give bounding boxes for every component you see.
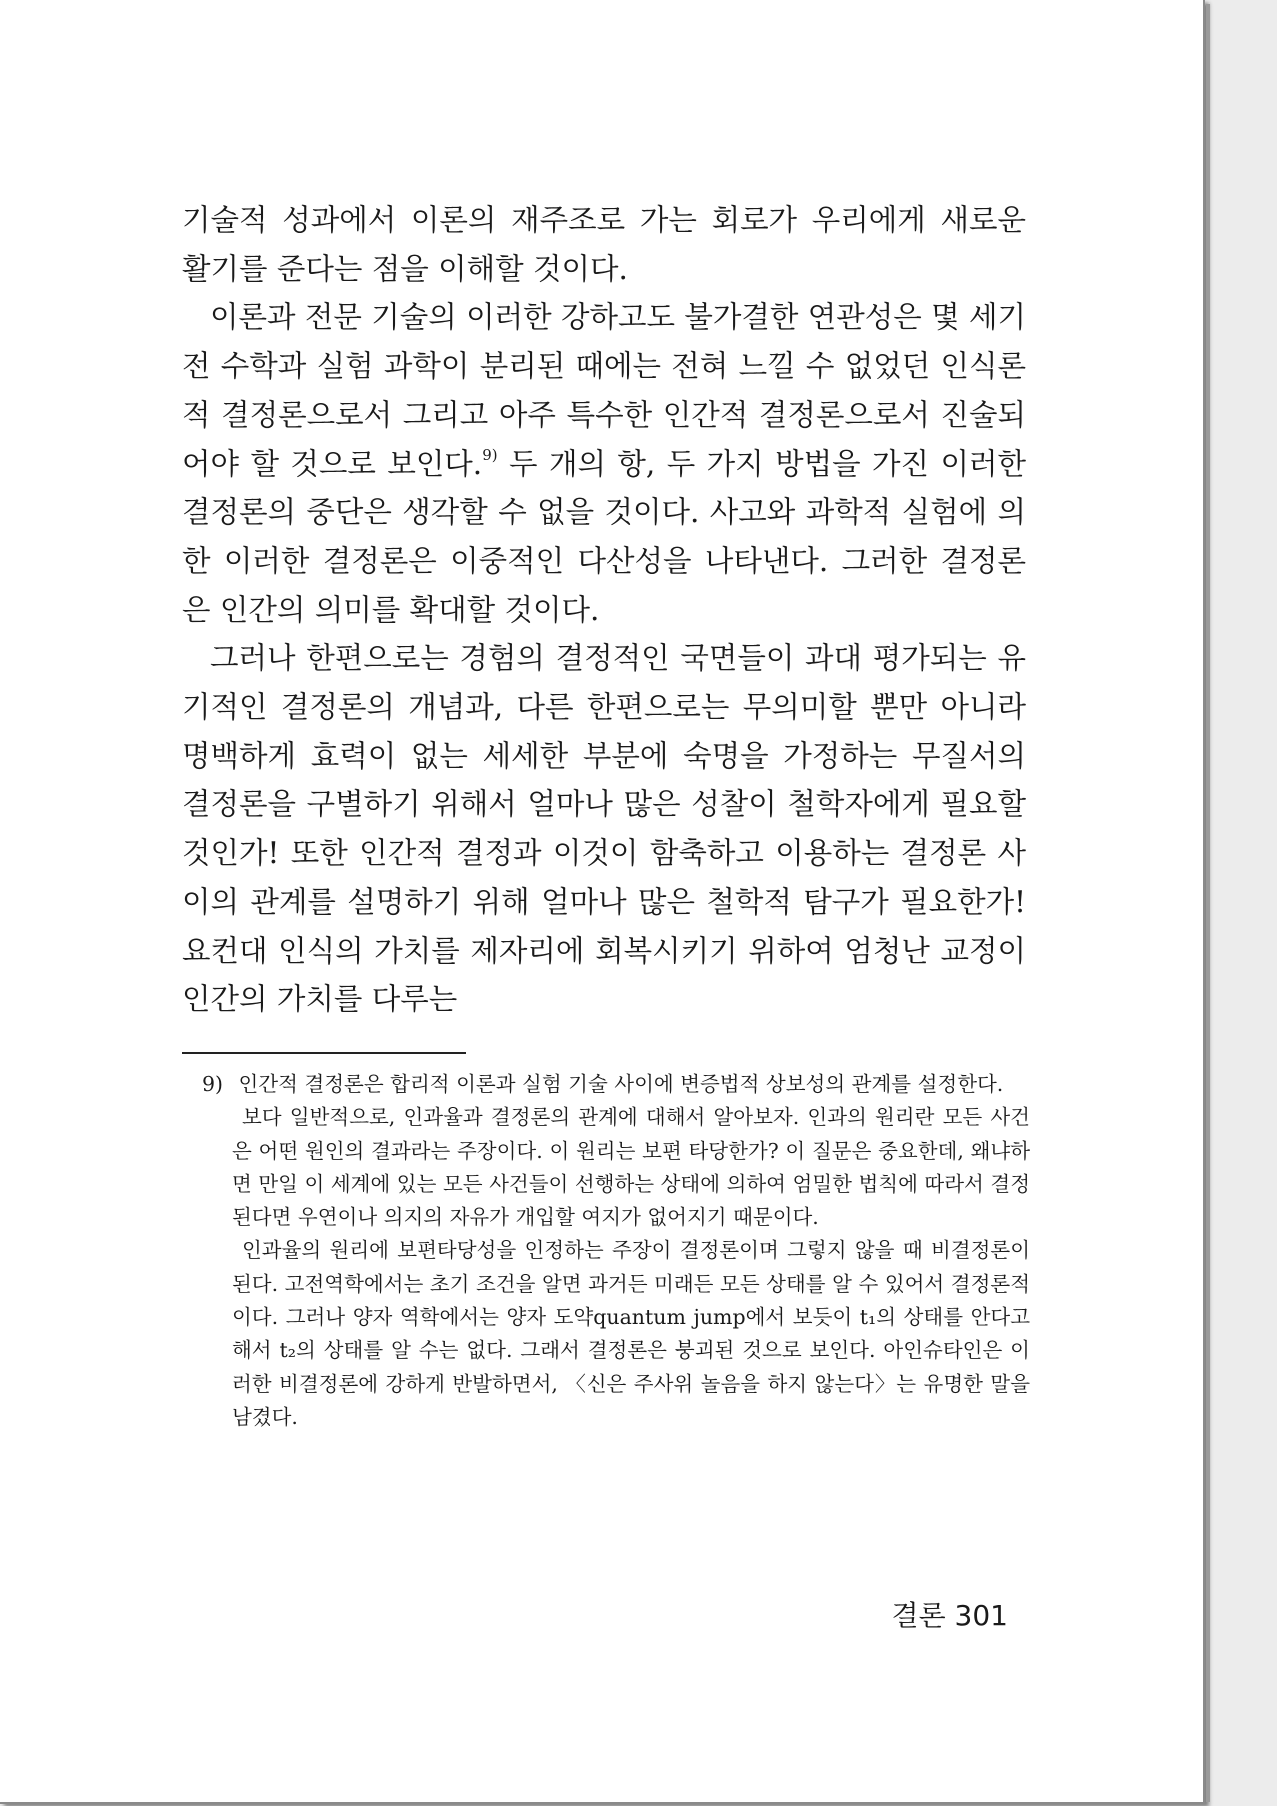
main-text xyxy=(182,196,1026,1024)
footnote-block xyxy=(202,1068,1030,1434)
footnote-number: 9) xyxy=(202,1072,224,1096)
footnote-text-3: 인과율의 원리에 보편타당성을 인정하는 주장이 결정론이며 그렇지 않을 때 비결정론이 된다. 고전역학에서는 초기 조건을 알면 과거든 미래든 모든 상태를 알 수 있어서 결정론적이다. 그러나 양자 역학에서는 양자 도약quantum jump에서 보듯이 t₁의 상태를 안다고 해서 t₂의 상태를 알 수는 없다. 그래서 결정론은 붕괴된 것으로 보인다. 아인슈타인은 이러한 비결정론에 강하게 반발하면서, 〈신은 주사위 놀음을 하지 않는다〉는 유명한 말을 남겼다. xyxy=(232,1238,1030,1429)
footnote-paragraph-1 xyxy=(202,1068,1030,1101)
paragraph-1 xyxy=(182,196,1026,293)
footnote-divider xyxy=(182,1052,466,1054)
paragraph-2 xyxy=(182,293,1026,634)
paragraph-2-text-before-ref: 이론과 전문 기술의 이러한 강하고도 불가결한 연관성은 몇 세기전 수학과 실험 과학이 분리된 때에는 전혀 느낄 수 없었던 인식론적 결정론으로서 그리고 아주 특수한 인간적 결정론으로서 진술되어야 할 것으로 보인다. xyxy=(182,300,1026,481)
paragraph-3-text: 그러나 한편으로는 경험의 결정적인 국면들이 과대 평가되는 유기적인 결정론의 개념과, 다른 한편으로는 무의미할 뿐만 아니라 명백하게 효력이 없는 세세한 부분에 숙명을 가정하는 무질서의 결정론을 구별하기 위해서 얼마나 많은 성찰이 철학자에게 필요할 것인가! 또한 인간적 결정과 이것이 함축하고 이용하는 결정론 사이의 관계를 설명하기 위해 얼마나 많은 철학적 탐구가 필요한가! 요컨대 인식의 가치를 제자리에 회복시키기 위하여 엄청난 교정이 인간의 가치를 다루는 xyxy=(182,641,1026,1017)
paragraph-3 xyxy=(182,634,1026,1024)
footnote-paragraph-3 xyxy=(202,1234,1030,1434)
page-number: 결론 301 xyxy=(891,1599,1008,1632)
footnote-paragraph-2 xyxy=(202,1101,1030,1234)
paragraph-2-text-after-ref: 두 개의 항, 두 가지 방법을 가진 이러한 결정론의 중단은 생각할 수 없을 것이다. 사고와 과학적 실험에 의한 이러한 결정론은 이중적인 다산성을 나타낸다. 그러한 결정론은 인간의 의미를 확대할 것이다. xyxy=(182,446,1026,627)
footnote-reference[interactable]: 9) xyxy=(482,445,498,464)
paragraph-1-text: 기술적 성과에서 이론의 재주조로 가는 회로가 우리에게 새로운 활기를 준다는 점을 이해할 것이다. xyxy=(182,203,1026,286)
footnote-text-2: 보다 일반적으로, 인과율과 결정론의 관계에 대해서 알아보자. 인과의 원리란 모든 사건은 어떤 원인의 결과라는 주장이다. 이 원리는 보편 타당한가? 이 질문은 중요한데, 왜냐하면 만일 이 세계에 있는 모든 사건들이 선행하는 상태에 의하여 엄밀한 법칙에 따라서 결정된다면 우연이나 의지의 자유가 개입할 여지가 없어지기 때문이다. xyxy=(232,1105,1030,1230)
footnote-text-1: 인간적 결정론은 합리적 이론과 실험 기술 사이에 변증법적 상보성의 관계를 설정한다. xyxy=(238,1072,1004,1096)
page-edge-shadow xyxy=(1206,4,1210,1802)
